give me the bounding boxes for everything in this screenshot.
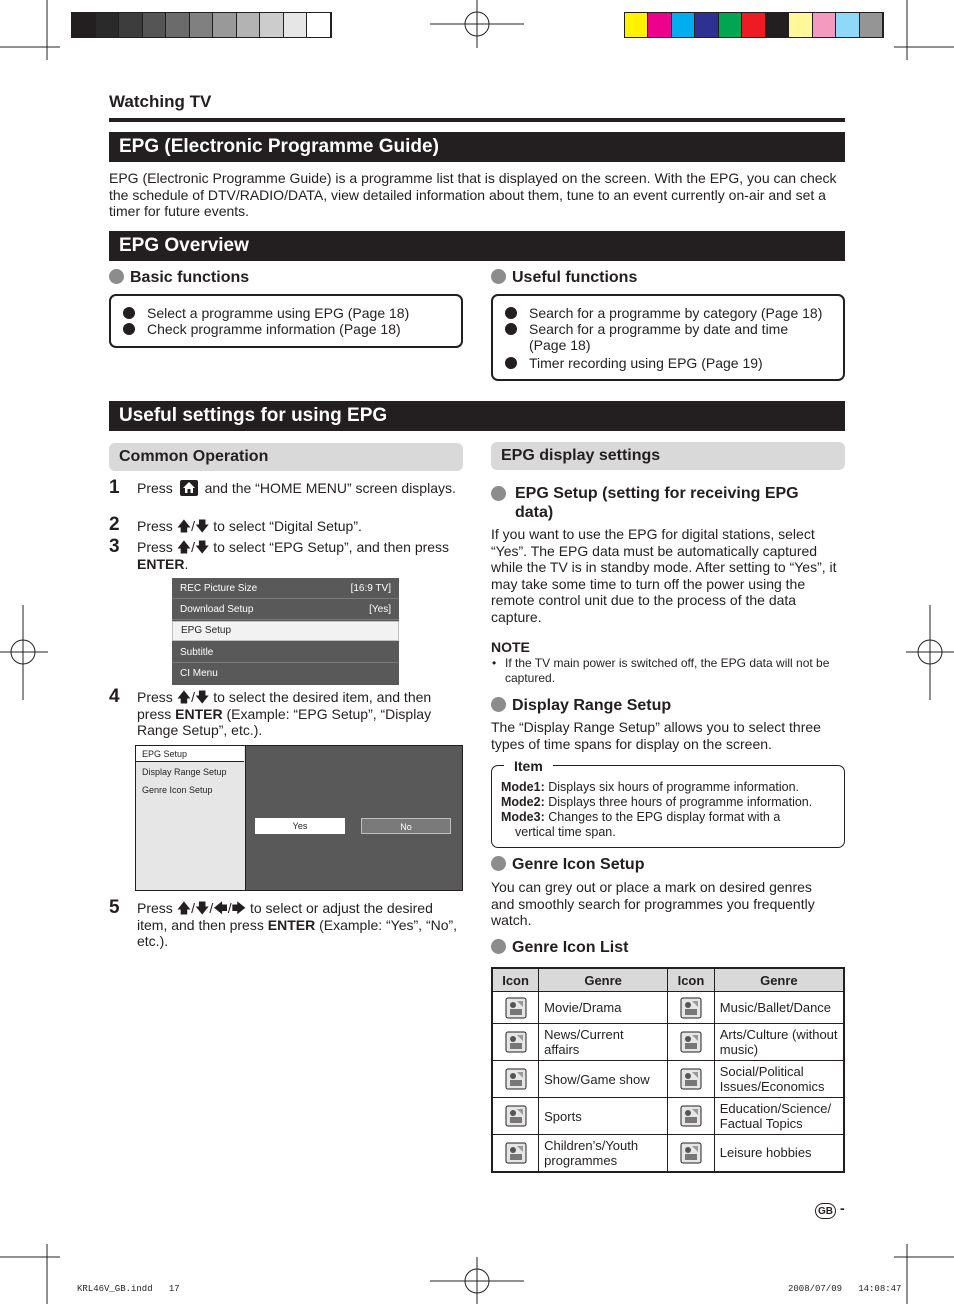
genre-cell: Music/Ballet/Dance [714, 992, 844, 1024]
grayscale-swatch [284, 13, 308, 37]
home-icon [180, 480, 198, 496]
sports-icon [505, 1105, 527, 1127]
step-number: 2 [109, 514, 120, 535]
show-icon [505, 1068, 527, 1090]
genre-icon-list-heading-text: Genre Icon List [512, 939, 629, 956]
list-item-text: Timer recording using EPG (Page 19) [529, 355, 763, 371]
color-swatch [648, 13, 671, 37]
common-operation-heading: Common Operation [119, 448, 269, 465]
column-header: Icon [492, 968, 539, 992]
children-icon [505, 1142, 527, 1164]
common-operation-bar [109, 443, 463, 471]
grayscale-swatch [260, 13, 284, 37]
color-swatch [719, 13, 742, 37]
menu-row-label: Download Setup [180, 604, 254, 615]
color-swatch [789, 13, 812, 37]
grayscale-swatch [213, 13, 237, 37]
table-row [492, 1098, 844, 1135]
step-text: to select “EPG Setup”, and then press [213, 539, 450, 555]
step-text: Press [137, 689, 173, 705]
useful-functions-box [491, 294, 845, 381]
epg-setup-heading-text: EPG Setup (setting for receiving EPG data) [515, 485, 799, 521]
grayscale-swatch [143, 13, 167, 37]
color-swatch [695, 13, 718, 37]
step-number: 4 [109, 686, 120, 707]
menu-row-label: Subtitle [180, 647, 214, 658]
epg-display-settings-bar [491, 442, 845, 470]
display-range-heading [491, 696, 671, 716]
step-text: Press [137, 480, 173, 496]
mode-text: Changes to the EPG display format with a vertical time span. [515, 810, 781, 839]
up-down-arrow-icon: 🡅/🡇 [176, 539, 210, 555]
genre-cell: Arts/Culture (without music) [714, 1024, 844, 1061]
up-down-arrow-icon: 🡅/🡇 [176, 518, 210, 534]
bullet-icon [491, 856, 506, 871]
enter-key: ENTER [267, 916, 316, 933]
mode2 [501, 795, 836, 810]
bullet-icon [505, 307, 517, 319]
item-box [491, 758, 845, 848]
movie-icon [505, 997, 527, 1019]
bullet-icon [491, 697, 506, 712]
epg-title-bar [109, 132, 845, 162]
list-item-text: Search for a programme by date and time (Page 18) [529, 321, 789, 353]
item-label: Item [504, 758, 553, 774]
epg-display-settings-heading: EPG display settings [501, 447, 661, 464]
step-text: Press [137, 518, 173, 534]
color-swatch [625, 13, 648, 37]
step-text: Press [137, 900, 173, 916]
step-5 [137, 900, 463, 950]
icon-cell [668, 1061, 715, 1098]
menu-row-value: [16:9 TV] [350, 583, 391, 594]
step-1 [137, 480, 457, 497]
icon-cell [492, 1061, 539, 1098]
genre-icon-setup-heading [491, 855, 644, 875]
step-text: and the “HOME MENU” screen displays. [204, 480, 456, 496]
menu-row-label: REC Picture Size [180, 583, 258, 594]
step-number: 5 [109, 897, 120, 918]
genre-icon-list-heading [491, 938, 628, 958]
grayscale-swatch [307, 13, 331, 37]
grayscale-swatch [96, 13, 120, 37]
print-date: 2008/07/09 14:08:47 [788, 1284, 902, 1294]
icon-cell [492, 1024, 539, 1061]
up-down-arrow-icon: 🡅/🡇 [176, 689, 210, 705]
list-item-text: Select a programme using EPG (Page 18) [147, 305, 410, 321]
enter-key: ENTER [175, 705, 223, 722]
page-badge [815, 1203, 836, 1219]
epg-setup-text: If you want to use the EPG for digital stations, select “Yes”. The EPG data must be automatically captured while the TV is in standby mode. After setting to “Yes”, it may take some time to turn off the power using the remote control unit due to the process of the data capture. [491, 526, 837, 625]
step-text: to select or adjust the desired item, and then press [137, 900, 433, 933]
note-text: If the TV main power is switched off, the EPG data will not be captured. [505, 656, 830, 685]
genre-cell: Sports [539, 1098, 668, 1135]
column-header: Genre [539, 968, 668, 992]
table-row [492, 1061, 844, 1098]
icon-cell [492, 1098, 539, 1135]
list-item [505, 305, 849, 321]
grayscale-swatch [72, 13, 96, 37]
mode-text: Displays three hours of programme information. [548, 795, 813, 809]
step-4 [137, 689, 459, 739]
epg-setup-title-text: EPG Setup [142, 749, 188, 759]
education-icon [680, 1105, 702, 1127]
step-3 [137, 539, 457, 572]
step-text: Press [137, 539, 173, 555]
color-swatch [742, 13, 765, 37]
genre-cell: Children’s/Youth programmes [539, 1135, 668, 1172]
bullet-icon [491, 939, 506, 954]
mode1 [501, 780, 836, 795]
genre-icon-setup-heading-text: Genre Icon Setup [512, 856, 645, 873]
display-range-heading-text: Display Range Setup [512, 697, 672, 714]
menu-item: Genre Icon Setup [142, 785, 213, 795]
list-item-text: Check programme information (Page 18) [147, 321, 401, 337]
leisure-icon [680, 1142, 702, 1164]
color-swatch [766, 13, 789, 37]
mode3 [501, 810, 815, 840]
bullet-icon [505, 357, 517, 369]
menu-row-value: [Yes] [369, 604, 391, 615]
yes-button[interactable]: Yes [255, 818, 345, 834]
note-bullet: • [492, 656, 497, 670]
overview-title-bar [109, 231, 845, 261]
icon-cell [492, 1135, 539, 1172]
settings-title: Useful settings for using EPG [119, 405, 388, 426]
music-icon [680, 997, 702, 1019]
overview-title: EPG Overview [119, 235, 249, 256]
enter-key: ENTER [137, 555, 185, 572]
step-2 [137, 518, 457, 535]
bullet-icon [491, 486, 506, 501]
list-item-text: Search for a programme by category (Page 18) [529, 305, 823, 321]
useful-functions-label: Useful functions [512, 269, 638, 286]
setup-menu-screenshot [172, 578, 399, 685]
epg-setup-heading [491, 484, 821, 522]
basic-functions-label: Basic functions [130, 269, 250, 286]
column-header: Genre [714, 968, 844, 992]
icon-cell [668, 1135, 715, 1172]
grayscale-swatch [237, 13, 261, 37]
epg-setup-screenshot [135, 745, 463, 891]
display-range-text: The “Display Range Setup” allows you to select three types of time spans for display on the screen. [491, 719, 821, 752]
menu-row [172, 663, 399, 684]
icon-cell [668, 1098, 715, 1135]
menu-item: Display Range Setup [142, 767, 227, 777]
list-item [123, 321, 477, 337]
step-number: 3 [109, 536, 120, 557]
arts-icon [680, 1031, 702, 1053]
table-row [492, 1135, 844, 1172]
epg-description: EPG (Electronic Programme Guide) is a programme list that is displayed on the screen. With the EPG, you can check the schedule of DTV/RADIO/DATA, view detailed information about them, tune to an event currently on-air and set a timer for future events. [109, 170, 837, 219]
list-item [123, 305, 477, 321]
epg-setup-title [136, 746, 244, 762]
table-header-row [492, 968, 844, 992]
epg-title: EPG (Electronic Programme Guide) [119, 136, 439, 157]
icon-cell [492, 992, 539, 1024]
menu-row [172, 599, 399, 620]
step-text: to select “Digital Setup”. [213, 518, 362, 534]
menu-row [172, 578, 399, 599]
icon-cell [668, 1024, 715, 1061]
file-name: KRL46V_GB.indd 17 [77, 1284, 180, 1294]
icon-cell [668, 992, 715, 1024]
grayscale-swatch [190, 13, 214, 37]
menu-row-label: CI Menu [180, 668, 218, 679]
section-title: Watching TV [109, 92, 212, 111]
table-row [492, 1024, 844, 1061]
mode-label: Mode2: [501, 795, 545, 809]
settings-title-bar [109, 401, 845, 431]
genre-cell: Leisure hobbies [714, 1135, 844, 1172]
note-heading: NOTE [491, 639, 530, 655]
color-strip [624, 12, 884, 38]
bullet-icon [109, 269, 124, 284]
no-button[interactable]: No [361, 818, 451, 834]
step-text: (Example: “EPG Setup”, “Display Range Setup”, etc.). [137, 705, 432, 738]
bullet-icon [505, 323, 517, 335]
bullet-icon [123, 323, 135, 335]
step-text: to select the desired item, and then press [137, 689, 432, 722]
color-swatch [813, 13, 836, 37]
color-swatch [672, 13, 695, 37]
list-item [505, 321, 819, 353]
four-way-arrow-icon: 🡅/🡇/🡄/🡆 [176, 900, 247, 916]
genre-cell: Movie/Drama [539, 992, 668, 1024]
list-item [505, 355, 849, 371]
grayscale-strip [71, 12, 332, 38]
color-swatch [860, 13, 883, 37]
social-icon [680, 1068, 702, 1090]
mode-label: Mode1: [501, 780, 545, 794]
grayscale-swatch [119, 13, 143, 37]
mode-text: Displays six hours of programme information. [548, 780, 800, 794]
column-header: Icon [668, 968, 715, 992]
basic-functions-box [109, 294, 463, 348]
genre-icon-table [491, 967, 845, 1173]
header-rule [109, 118, 845, 122]
useful-functions-heading [491, 268, 637, 288]
genre-cell: Education/Science/ Factual Topics [714, 1098, 844, 1135]
grayscale-swatch [166, 13, 190, 37]
step-number: 1 [109, 477, 120, 498]
basic-functions-heading [109, 268, 249, 288]
genre-cell: Social/Political Issues/Economics [714, 1061, 844, 1098]
page-dash: - [840, 1200, 845, 1216]
color-swatch [836, 13, 859, 37]
genre-cell: News/Current affairs [539, 1024, 668, 1061]
menu-row-label: EPG Setup [181, 625, 232, 636]
step-text: . [184, 555, 189, 572]
step-text: (Example: “Yes”, “No”, etc.). [137, 916, 458, 949]
bullet-icon [491, 269, 506, 284]
menu-row-selected [172, 621, 399, 641]
menu-row [172, 642, 399, 663]
table-row [492, 992, 844, 1024]
page-badge-text: GB [818, 1206, 833, 1217]
mode-label: Mode3: [501, 810, 545, 824]
genre-icon-setup-text: You can grey out or place a mark on desired genres and smoothly search for programmes you frequently watch. [491, 879, 815, 928]
news-icon [505, 1031, 527, 1053]
bullet-icon [123, 307, 135, 319]
genre-cell: Show/Game show [539, 1061, 668, 1098]
